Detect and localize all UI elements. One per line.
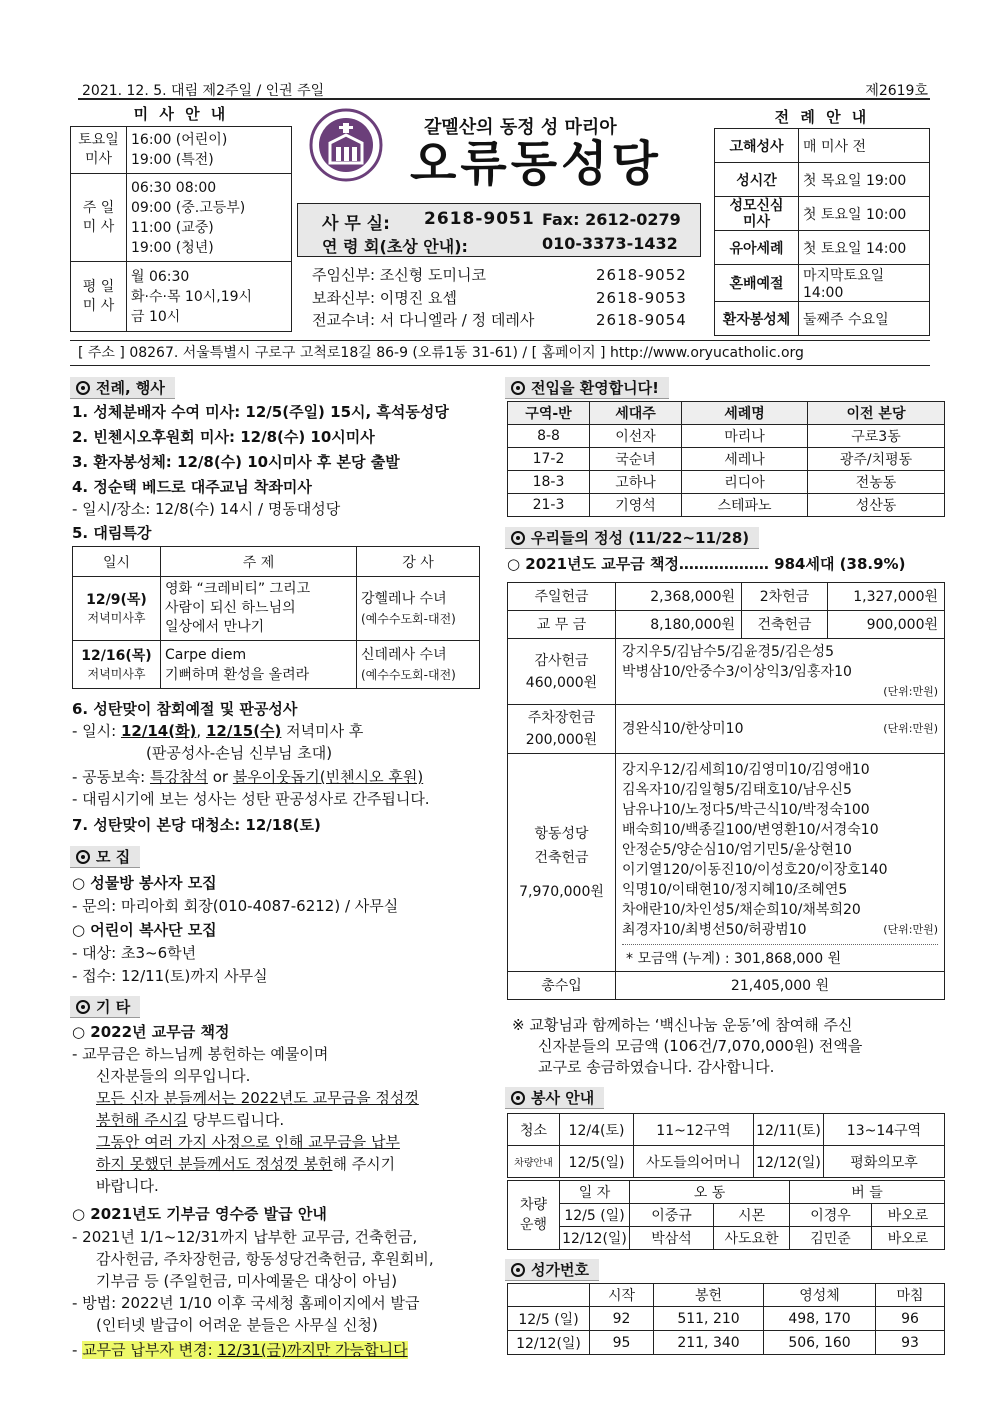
etc-header: 기 타: [70, 996, 140, 1018]
lecture-header-date: 일시: [73, 547, 161, 577]
lecture-1-speaker: 강헬레나 수녀 (예수수도회-대전): [357, 577, 480, 641]
liturgy-item-5: 5. 대림특강: [72, 524, 152, 542]
union-phone: 010-3373-1432: [542, 234, 678, 253]
etc-1-line-3: 모든 신자 분들께서는 2022년도 교무금을 정성껏: [96, 1089, 419, 1107]
thanks-label: 감사헌금 460,000원: [508, 639, 616, 705]
liturgy-item-6-date: - 일시: 12/14(화), 12/15(수) 저녁미사 후: [72, 722, 364, 740]
liturgy-item-6-penance: - 공동보속: 특강참석 or 불우이웃돕기(빈첸시오 후원): [72, 768, 424, 786]
bullet-icon: [511, 1091, 525, 1105]
church-seal-icon: [308, 107, 384, 183]
recruit-2-deadline: - 접수: 12/11(토)까지 사무실: [72, 967, 268, 985]
church-subtitle: 갈멜산의 동정 성 마리아: [424, 117, 617, 138]
welcome-table: 구역-반 세대주 세례명 이전 본당 8-8 이선자 마리나 구로3동 17-2 국순녀 세레나 광주/치평동 18-3 고하나 리디아 전농동 21-3 기영석 스테파노 성산동: [507, 401, 945, 517]
recruit-2: ○ 어린이 복사단 모집: [72, 921, 217, 939]
etc-2-line-1: - 2021년 1/1~12/31까지 납부한 교무금, 건축헌금,: [72, 1228, 418, 1246]
bullet-icon: [511, 1263, 525, 1277]
welcome-row: 17-2 국순녀 세레나 광주/치평동: [508, 448, 945, 471]
etc-1-line-4: 봉헌해 주시길 당부드립니다.: [96, 1111, 285, 1129]
staff-sisters-phone: 2618-9054: [596, 311, 687, 329]
office-box: [297, 203, 701, 257]
staff-pastor: 주임신부: 조신형 도미니코: [312, 266, 486, 284]
lecture-2-date: 12/16(목) 저녁미사후: [73, 641, 161, 689]
vaccine-note-3: 교구로 송금하였습니다. 감사합니다.: [538, 1058, 775, 1076]
welcome-row: 8-8 이선자 마리나 구로3동: [508, 425, 945, 448]
address-line: [ 주소 ] 08267. 서울특별시 구로구 고척로18길 86-9 (오류1동 31-61) / [ 홈페이지 ] http://www.oryucatholic.org: [70, 340, 930, 366]
recruit-header: 모 집: [70, 846, 140, 868]
rite-sick-communion: 환자봉성체: [715, 302, 799, 336]
welcome-header: 전입을 환영합니다!: [505, 377, 669, 399]
liturgy-item-2: 2. 빈첸시오후원회 미사: 12/8(수) 10시미사: [72, 428, 375, 446]
mass-label-sat: 토요일 미사: [71, 127, 127, 174]
rite-marian-mass: 성모신심 미사: [715, 197, 799, 231]
liturgy-item-4-detail: - 일시/장소: 12/8(수) 14시 / 명동대성당: [72, 500, 341, 518]
vaccine-note-2: 신자분들의 모금액 (106건/7,070,000원) 전액을: [538, 1037, 863, 1055]
etc-2-line-3: 기부금 등 (주일헌금, 미사예물은 대상이 아님): [96, 1272, 398, 1290]
welcome-row: 18-3 고하나 리디아 전농동: [508, 471, 945, 494]
welcome-row: 21-3 기영석 스테파노 성산동: [508, 494, 945, 517]
bullet-icon: [76, 381, 90, 395]
recruit-2-target: - 대상: 초3~6학년: [72, 944, 197, 962]
lecture-table: [72, 546, 480, 689]
parking-names: 경완식10/한상미10 (단위:만원): [616, 705, 945, 754]
mass-label-weekday: 평 일 미 사: [71, 262, 127, 332]
rite-confession: 고해성사: [715, 129, 799, 163]
hymn-row: 12/12(일) 95 211, 340 506, 160 93: [508, 1331, 945, 1355]
liturgy-item-4: 4. 정순택 베드로 대주교님 착좌미사: [72, 478, 312, 496]
car-row: 12/5 (일) 이중규 시몬 이경우 바오로: [508, 1204, 945, 1227]
date-line: 2021. 12. 5. 대림 제2주일 / 인권 주일: [82, 83, 325, 99]
lecture-1-date: 12/9(목) 저녁미사후: [73, 577, 161, 641]
vaccine-note-1: ※ 교황님과 함께하는 ‘백신나눔 운동’에 참여해 주신: [512, 1016, 853, 1034]
build-label: 항동성당 건축헌금 7,970,000원: [508, 754, 616, 972]
lecture-header-topic: 주 제: [161, 547, 357, 577]
etc-2-line-2: 감사헌금, 주차장헌금, 항동성당건축헌금, 후원회비,: [96, 1250, 434, 1268]
rite-baptism: 유아세례: [715, 231, 799, 265]
service-header: 봉사 안내: [505, 1087, 604, 1109]
office-phone: 2618-9051: [424, 209, 535, 229]
etc-1-line-2: 신자분들의 의무입니다.: [96, 1067, 251, 1085]
etc-1-line-5: 그동안 여러 가지 사정으로 인해 교무금을 납부: [96, 1133, 400, 1151]
header-line: [78, 80, 930, 100]
offering-table: 주일헌금 2,368,000원 2차헌금 1,327,000원 교 무 금 8,180,000원 건축헌금 900,000원 감사헌금 460,000원 강지우5/김남수5/김윤경5/김은성5 박병삼10/안중수3/이상익3/임홍자10 (단위:만원) 주차장헌금 200,000원 경완식10/한상미10 (단위:만원) 항동성당 건축헌금 7,970,000원 강지우12/김세희10/김영미10/김영애10 김옥자10/김일형5/김태호10/남우신5 남유나10/노정다5/박근식10/박정숙100 배숙희10/백종길100/변영환10/서경숙10 안정순5/양순심10/엄기민5/윤상현10 이기열120/이동진10/이성호20/이장호140 익명10/이태현10/정지혜10/조혜연5 차애란10/차인성5/채순희10/채복희20 최경자10/최병선50/허광범10 (단위:만원) * 모금액 (누계) : 301,868,000 원 총수입 21,405,000 원: [507, 582, 945, 1000]
rite-wedding: 혼배예절: [715, 265, 799, 302]
car-table: 차량 운행 일 자 오 동 버 들 12/5 (일) 이중규 시몬 이경우 바오로 12/12(일) 박삼석 사도요한 김민준 바오로: [507, 1180, 945, 1250]
lecture-header-speaker: 강 사: [357, 547, 480, 577]
lecture-1-topic: 영화 “크레비티” 그리고 사람이 되신 하느님의 일상에서 만나기: [161, 577, 357, 641]
fax-number: Fax: 2612-0279: [542, 210, 681, 229]
staff-assistant: 보좌신부: 이명진 요셉: [312, 289, 458, 307]
lecture-2-speaker: 신데레사 수녀 (예수수도회-대전): [357, 641, 480, 689]
etc-2-title: ○ 2021년도 기부금 영수증 발급 안내: [72, 1205, 327, 1223]
lecture-2-topic: Carpe diem 기뻐하며 환성을 올려라: [161, 641, 357, 689]
car-label: 차량 운행: [508, 1181, 560, 1250]
car-row: 12/12(일) 박삼석 사도요한 김민준 바오로: [508, 1227, 945, 1250]
etc-2-highlight: - 교무금 납부자 변경: 12/31(금)까지만 가능합니다: [72, 1341, 408, 1359]
bullet-icon: [76, 1000, 90, 1014]
etc-2-line-4: - 방법: 2022년 1/10 이후 국세청 홈페이지에서 발급: [72, 1294, 420, 1312]
offering-header: 우리들의 정성 (11/22~11/28): [505, 527, 759, 549]
rite-holy-hour: 성시간: [715, 163, 799, 197]
liturgy-item-7: 7. 성탄맞이 본당 대청소: 12/18(토): [72, 816, 321, 834]
hymn-row: 12/5 (일) 92 511, 210 498, 170 96: [508, 1307, 945, 1331]
etc-1-title: ○ 2022년 교무금 책정: [72, 1023, 230, 1041]
liturgy-item-6-note: (판공성사-손님 신부님 초대): [146, 744, 333, 762]
thanks-names: 강지우5/김남수5/김윤경5/김은성5 박병삼10/안중수3/이상익3/임홍자10 (단위:만원): [616, 639, 945, 705]
staff-assistant-phone: 2618-9053: [596, 289, 687, 307]
hymns-header: 성가번호: [505, 1259, 599, 1281]
staff-pastor-phone: 2618-9052: [596, 266, 687, 284]
service-table: 청소 12/4(토) 11~12구역 12/11(토) 13~14구역 차량안내 12/5(일) 사도들의어머니 12/12(일) 평화의모후: [507, 1113, 945, 1178]
mass-times-sun: 06:30 08:00 09:00 (중.고등부) 11:00 (교중) 19:00 (청년): [127, 174, 292, 262]
etc-2-line-5: (인터넷 발급이 어려운 분들은 사무실 신청): [96, 1316, 378, 1334]
hymns-table: 시작 봉헌 영성체 마침 12/5 (일) 92 511, 210 498, 170 96 12/12(일) 95 211, 340 506, 160 93: [507, 1283, 945, 1355]
staff-sisters: 전교수녀: 서 다니엘라 / 정 데레사: [312, 311, 535, 329]
bullet-icon: [76, 850, 90, 864]
etc-1-line-7: 바랍니다.: [96, 1177, 159, 1195]
recruit-1-contact: - 문의: 마리아회 회장(010-4087-6212) / 사무실: [72, 897, 399, 915]
mass-label-sun: 주 일 미 사: [71, 174, 127, 262]
rites-title: 전 례 안 내: [774, 108, 870, 126]
office-label: 사 무 실:: [322, 214, 390, 234]
parking-label: 주차장헌금 200,000원: [508, 705, 616, 754]
rites-table: 고해성사 매 미사 전 성시간 첫 목요일 19:00 성모신심 미사 첫 토요일 10:00 유아세례 첫 토요일 14:00 혼배예절 마지막토요일 14:00 환자봉성체 둘째주 수요일: [714, 128, 930, 336]
union-label: 연 령 회(초상 안내):: [322, 237, 468, 256]
mass-title: 미 사 안 내: [133, 105, 229, 123]
mass-times-sat: 16:00 (어린이) 19:00 (특전): [127, 127, 292, 174]
liturgy-item-1: 1. 성체분배자 수여 미사: 12/5(주일) 15시, 흑석동성당: [72, 403, 449, 421]
bullet-icon: [511, 531, 525, 545]
issue-number: 제2619호: [865, 83, 928, 99]
mass-times-weekday: 월 06:30 화·수·목 10시,19시 금 10시: [127, 262, 292, 332]
bullet-icon: [511, 381, 525, 395]
tithe-line: ○ 2021년도 교무금 책정……………… 984세대 (38.9%): [507, 555, 906, 573]
liturgy-header: 전례, 행사: [70, 377, 175, 399]
liturgy-item-6-advent: - 대림시기에 보는 성사는 성탄 판공성사로 간주됩니다.: [72, 790, 430, 808]
mass-table: [70, 126, 292, 332]
etc-1-line-1: - 교무금은 하느님께 봉헌하는 예물이며: [72, 1045, 329, 1063]
recruit-1: ○ 성물방 봉사자 모집: [72, 874, 217, 892]
liturgy-item-3: 3. 환자봉성체: 12/8(수) 10시미사 후 본당 출발: [72, 453, 400, 471]
etc-1-line-6: 하지 못했던 분들께서도 정성껏 봉헌해 주시기: [96, 1155, 396, 1173]
build-names: 강지우12/김세희10/김영미10/김영애10 김옥자10/김일형5/김태호10/남우신5 남유나10/노정다5/박근식10/박정숙100 배숙희10/백종길100/변영환10/서경숙10 안정순5/양순심10/엄기민5/윤상현10 이기열120/이동진10/이성호20/이장호140 익명10/이태현10/정지혜10/조혜연5 차애란10/차인성5/채순희10/채복희20 최경자10/최병선50/허광범10 (단위:만원) * 모금액 (누계) : 301,868,000 원: [616, 754, 945, 972]
church-name: 오류동성당: [410, 136, 662, 192]
liturgy-item-6: 6. 성탄맞이 참회예절 및 판공성사: [72, 700, 298, 718]
